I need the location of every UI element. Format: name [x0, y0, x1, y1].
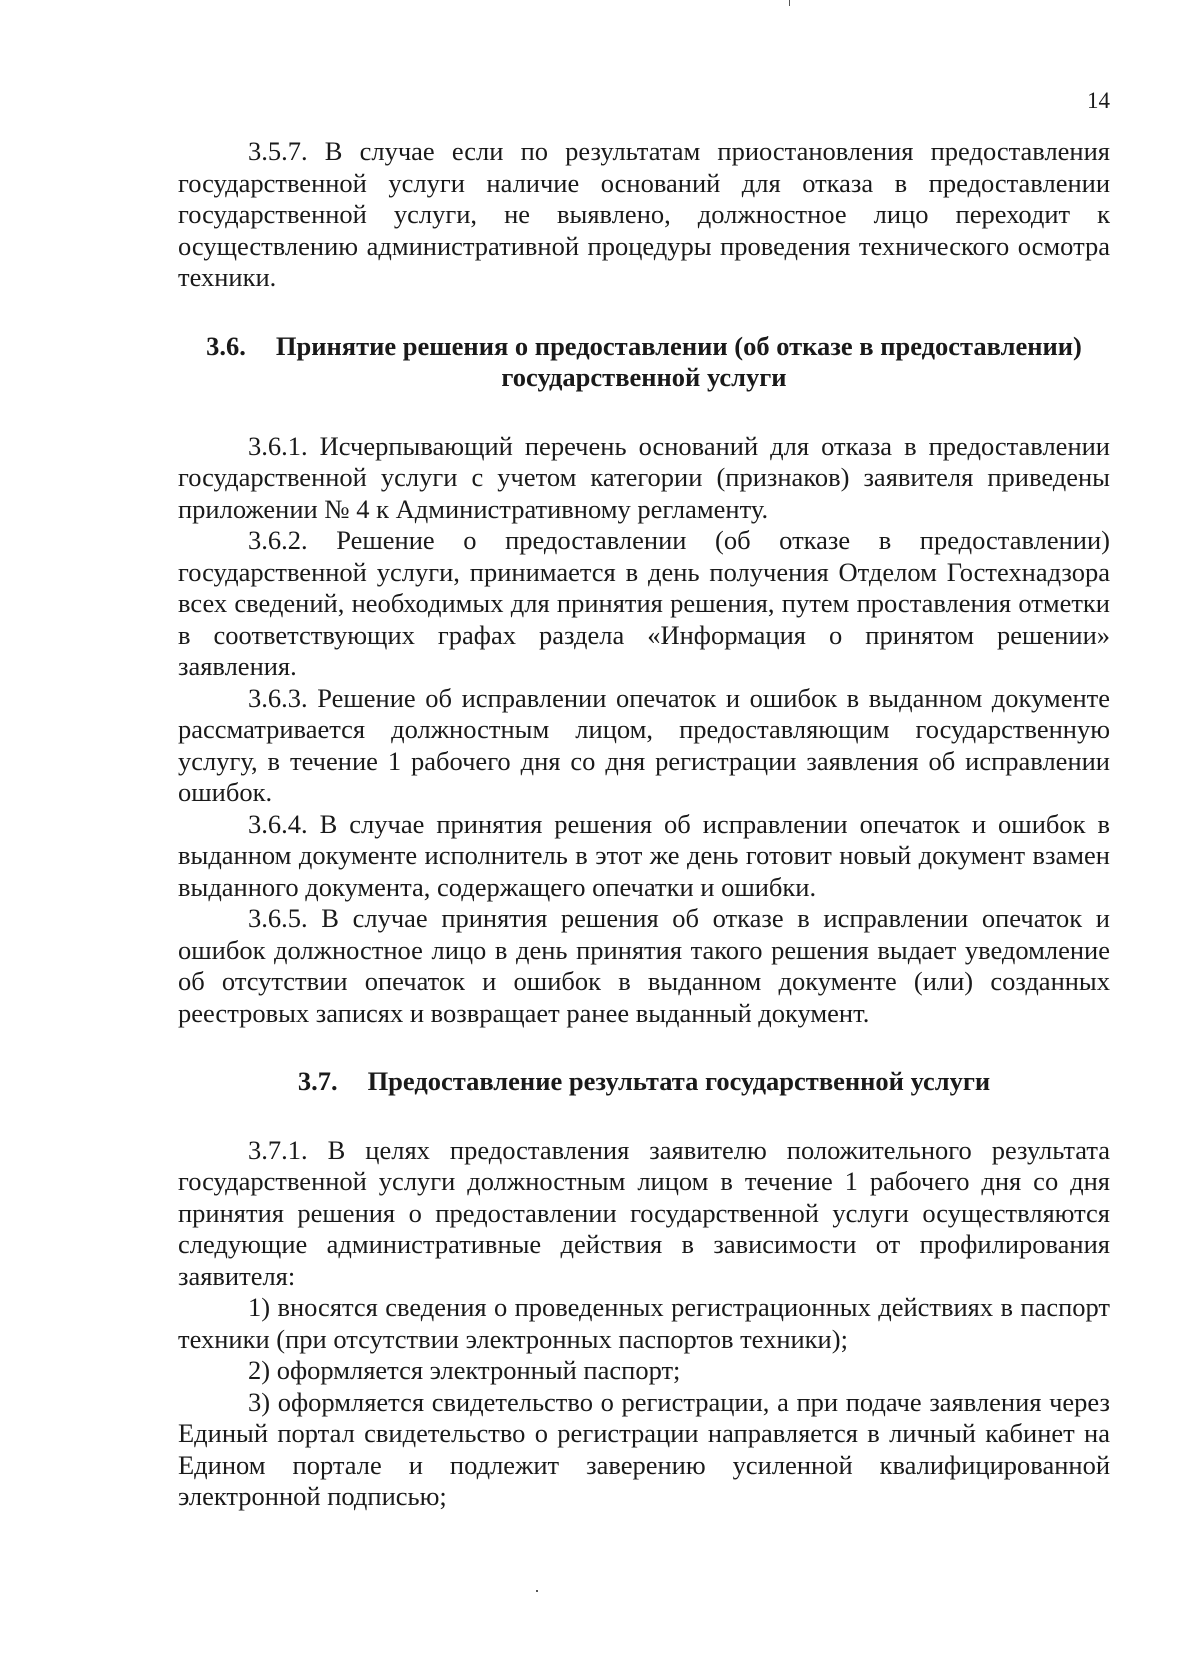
paragraph-3-6-4: 3.6.4. В случае принятия решения об исправлении опечаток и ошибок в выданном документе исполнитель в этот же день готовит новый документ взамен выданного документа, содержащего опечатки и ошибки. [178, 808, 1110, 902]
section-number: 3.7. [297, 1066, 338, 1096]
paragraph-3-6-5: 3.6.5. В случае принятия решения об отказе в исправлении опечаток и ошибок должностное лицо в день принятия такого решения выдает уведомление об отсутствии опечаток и ошибок в выданном документе (или) созданных реестровых записях и возвращает ранее выданный документ. [178, 903, 1110, 1028]
section-title: Принятие решения о предоставлении (об отказе в предоставлении) государственной услуги [275, 330, 1082, 392]
scan-speck [536, 1590, 538, 1592]
scan-mark [789, 0, 790, 6]
paragraph-3-5-7: 3.5.7. В случае если по результатам приостановления предоставления государственной услуги наличие оснований для отказа в предоставлении государственной услуги, не выявлено, должностное лицо переходит к осуществлению административной процедуры проведения технического осмотра техники. [178, 136, 1110, 292]
paragraph-3-6-3: 3.6.3. Решение об исправлении опечаток и ошибок в выданном документе рассматривается должностным лицом, предоставляющим государственную услугу, в течение 1 рабочего дня со дня регистрации заявления об исправлении ошибок. [178, 682, 1110, 807]
list-item-1: 1) вносятся сведения о проведенных регистрационных действиях в паспорт техники (при отсутствии электронных паспортов техники); [178, 1292, 1110, 1354]
section-heading-3-6 [178, 331, 1110, 394]
paragraph-3-6-1: 3.6.1. Исчерпывающий перечень оснований для отказа в предоставлении государственной услуги с учетом категории (признаков) заявителя приведены приложении № 4 к Административному регламенту. [178, 430, 1110, 524]
paragraph-3-7-1: 3.7.1. В целях предоставления заявителю положительного результата государственной услуги должностным лицом в течение 1 рабочего дня со дня принятия решения о предоставлении государственной услуги осуществляются следующие административные действия в зависимости от профилирования заявителя: [178, 1134, 1110, 1291]
paragraph-3-6-2: 3.6.2. Решение о предоставлении (об отказе в предоставлении) государственной услуги, принимается в день получения Отделом Гостехнадзора всех сведений, необходимых для принятия решения, путем проставления отметки в соответствующих графах раздела «Информация о принятом решении» заявления. [178, 525, 1110, 681]
section-heading-3-7 [178, 1066, 1110, 1098]
section-title: Предоставление результата государственной услуги [367, 1066, 991, 1096]
document-body [178, 136, 1110, 1513]
page-number: 14 [1087, 88, 1110, 113]
section-number: 3.6. [206, 330, 246, 361]
list-item-3: 3) оформляется свидетельство о регистрации, а при подаче заявления через Единый портал свидетельство о регистрации направляется в личный кабинет на Едином портале и подлежит заверению усиленной квалифицированной электронной подписью; [178, 1386, 1110, 1511]
list-item-2: 2) оформляется электронный паспорт; [248, 1355, 681, 1385]
